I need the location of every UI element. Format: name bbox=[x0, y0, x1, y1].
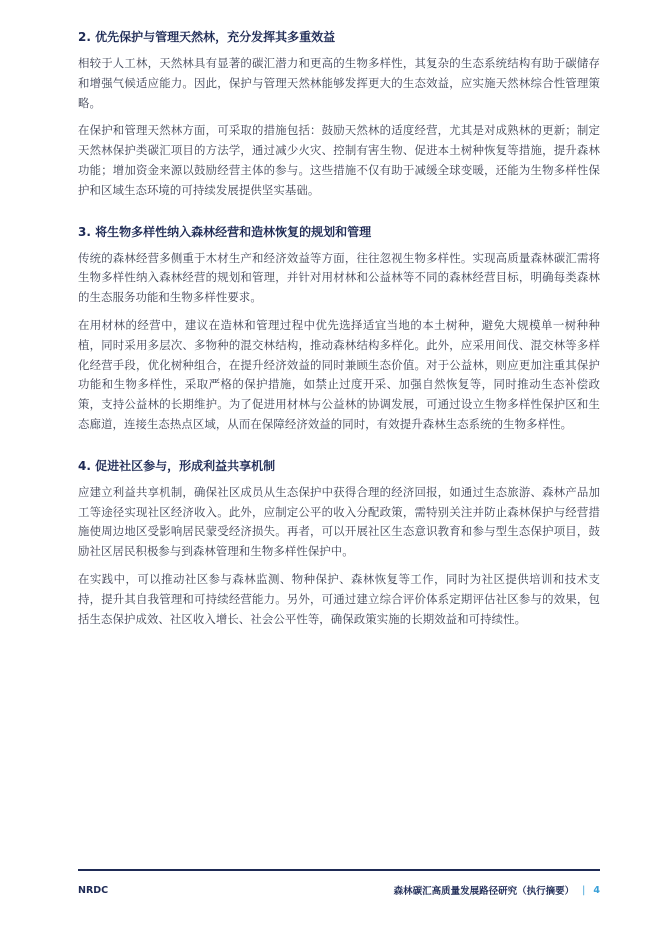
section-3 bbox=[78, 223, 600, 435]
section-2 bbox=[78, 28, 600, 201]
paragraph: 传统的森林经营多侧重于木材生产和经济效益等方面，往往忽视生物多样性。实现高质量森林碳汇需将生物多样性纳入森林经营的规划和管理，并针对用材林和公益林等不同的森林经营目标，明确每类森林的生态服务功能和生物多样性要求。 bbox=[78, 250, 600, 305]
page-content bbox=[78, 28, 600, 651]
paragraph: 相较于人工林，天然林具有显著的碳汇潜力和更高的生物多样性，其复杂的生态系统结构有助于碳储存和增强气候适应能力。因此，保护与管理天然林能够发挥更大的生态效益，应实施天然林综合性管理策略。 bbox=[78, 56, 600, 110]
section-heading: 2. 优先保护与管理天然林，充分发挥其多重效益 bbox=[78, 30, 336, 44]
footer-separator: | bbox=[582, 884, 586, 896]
footer-right bbox=[394, 883, 600, 897]
section-heading: 3. 将生物多样性纳入森林经营和造林恢复的规划和管理 bbox=[78, 224, 372, 239]
paragraph: 在实践中，可以推动社区参与森林监测、物种保护、森林恢复等工作，同时为社区提供培训和技术支持，提升其自我管理和可持续经营能力。另外，可通过建立综合评价体系定期评估社区参与的效果，包括生态保护成效、社区收入增长、社会公平性等，确保政策实施的长期效益和可持续性。 bbox=[78, 571, 600, 626]
page-number: 4 bbox=[593, 884, 600, 896]
footer-divider bbox=[78, 869, 600, 871]
section-heading: 4. 促进社区参与，形成利益共享机制 bbox=[78, 458, 276, 473]
paragraph: 在用材林的经营中，建议在造林和管理过程中优先选择适宜当地的本土树种，避免大规模单一树种种植，同时采用多层次、多物种的混交林结构，推动森林结构多样化。此外，应采用间伐、混交林等多样化经营手段，优化树种组合，在提升经济效益的同时兼顾生态价值。对于公益林，则应更加注重其保护功能和生物多样性，采取严格的保护措施，如禁止过度开采、加强自然恢复等，同时推动生态补偿政策，支持公益林的长期维护。为了促进用材林与公益林的协调发展，可通过设立生物多样性保护区和生态廊道，连接生态热点区域，从而在保障经济效益的同时，有效提升森林生态系统的生物多样性。 bbox=[78, 317, 600, 431]
paragraph: 应建立利益共享机制，确保社区成员从生态保护中获得合理的经济回报，如通过生态旅游、森林产品加工等途径实现社区经济收入。此外，应制定公平的收入分配政策，需特别关注并防止森林保护与经营措施使周边地区受影响居民蒙受经济损失。再者，可以开展社区生态意识教育和参与型生态保护项目，鼓励社区居民积极参与到森林管理和生物多样性保护中。 bbox=[78, 484, 600, 559]
paragraph: 在保护和管理天然林方面，可采取的措施包括：鼓励天然林的适度经营，尤其是对成熟林的更新；制定天然林保护类碳汇项目的方法学，通过减少火灾、控制有害生物、促进本土树种恢复等措施，提升森林功能；增加资金来源以鼓励经营主体的参与。这些措施不仅有助于减缓全球变暖，还能为生物多样性保护和区域生态环境的可持续发展提供坚实基础。 bbox=[78, 123, 600, 197]
section-4 bbox=[78, 457, 600, 630]
page-footer bbox=[78, 882, 600, 898]
footer-org: NRDC bbox=[78, 884, 109, 896]
footer-report-title: 森林碳汇高质量发展路径研究（执行摘要） bbox=[393, 886, 575, 897]
